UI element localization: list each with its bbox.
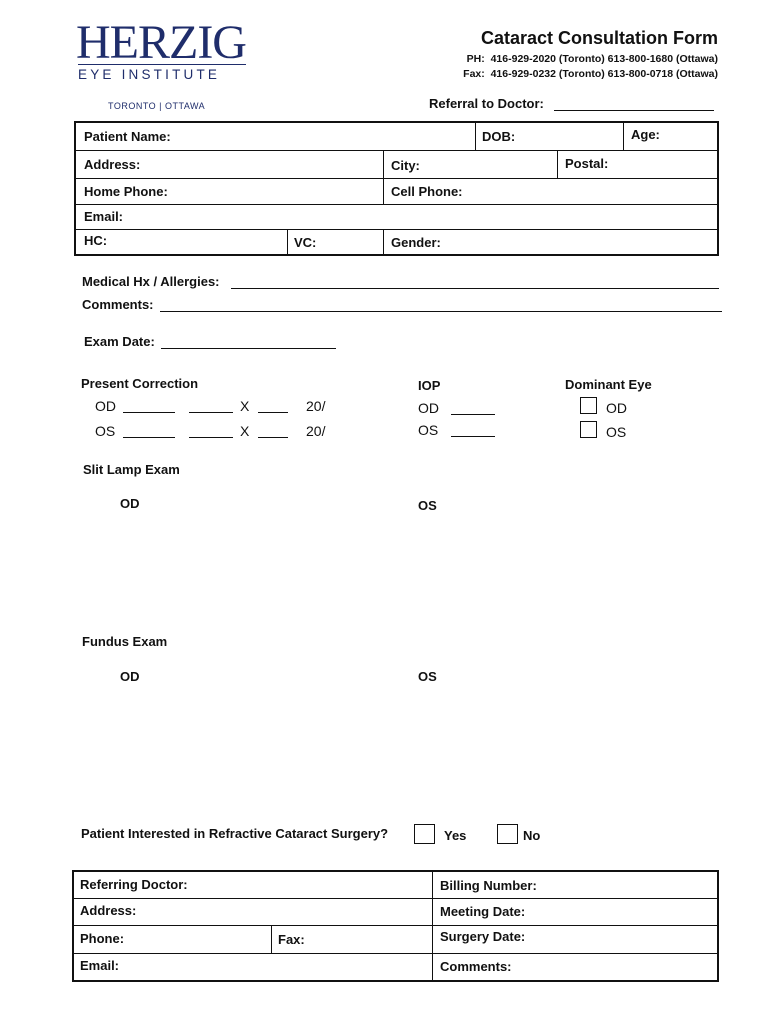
city-field[interactable]: City: — [391, 158, 420, 173]
referral-field[interactable] — [554, 110, 714, 111]
iop-os-field[interactable] — [451, 436, 495, 437]
refractive-yes-checkbox[interactable] — [414, 824, 435, 844]
logo-locations: TORONTO | OTTAWA — [108, 101, 206, 111]
col-divider — [383, 150, 384, 204]
slit-lamp-title: Slit Lamp Exam — [83, 462, 180, 477]
refractive-no-label: No — [523, 828, 541, 843]
logo-name: HERZIG — [76, 16, 246, 69]
postal-field[interactable]: Postal: — [565, 156, 609, 171]
present-correction-title: Present Correction — [81, 376, 199, 391]
patient-name-field[interactable]: Patient Name: — [84, 129, 171, 144]
col-divider — [475, 121, 476, 150]
medical-hx-field[interactable] — [231, 288, 719, 289]
row-divider — [72, 898, 719, 899]
exam-date-label: Exam Date: — [84, 334, 155, 349]
correction-os-axis[interactable] — [258, 437, 288, 438]
row-divider — [74, 178, 719, 179]
iop-od-label: OD — [418, 400, 439, 416]
correction-od-axis[interactable] — [258, 412, 288, 413]
refractive-question: Patient Interested in Refractive Cataract Surgery? — [81, 826, 389, 841]
ref-address-field[interactable]: Address: — [80, 903, 137, 918]
logo-rule — [78, 64, 246, 65]
comments-label: Comments: — [82, 297, 154, 312]
dob-field[interactable]: DOB: — [482, 129, 516, 144]
meeting-date-field[interactable]: Meeting Date: — [440, 904, 526, 919]
fundus-os-label: OS — [418, 669, 437, 684]
correction-od-twenty: 20/ — [306, 398, 326, 414]
row-divider — [74, 204, 719, 205]
ref-fax-field[interactable]: Fax: — [278, 932, 305, 947]
comments-field[interactable] — [160, 311, 722, 312]
row-divider — [74, 229, 719, 230]
phone-line: PH: 416-929-2020 (Toronto) 613-800-1680 (Ottawa) — [466, 53, 718, 65]
correction-os-x: X — [240, 423, 250, 439]
dominant-os-checkbox[interactable] — [580, 421, 597, 438]
gender-field[interactable]: Gender: — [391, 235, 441, 250]
refractive-yes-label: Yes — [444, 828, 467, 843]
correction-os-sphere[interactable] — [123, 437, 175, 438]
address-field[interactable]: Address: — [84, 157, 141, 172]
correction-od-cyl[interactable] — [189, 412, 233, 413]
referral-label: Referral to Doctor: — [429, 96, 544, 111]
col-divider — [383, 229, 384, 256]
iop-od-field[interactable] — [451, 414, 495, 415]
fundus-od-label: OD — [120, 669, 140, 684]
vc-field[interactable]: VC: — [294, 235, 317, 250]
logo-subtitle: EYE INSTITUTE — [78, 67, 221, 82]
ref-email-field[interactable]: Email: — [80, 958, 120, 973]
correction-od-label: OD — [95, 398, 116, 414]
dominant-os-label: OS — [606, 424, 627, 440]
row-divider — [72, 925, 719, 926]
referring-doctor-field[interactable]: Referring Doctor: — [80, 877, 188, 892]
col-divider — [557, 150, 558, 178]
slit-lamp-os-label: OS — [418, 498, 437, 513]
hc-field[interactable]: HC: — [84, 233, 108, 248]
fundus-title: Fundus Exam — [82, 634, 168, 649]
col-divider — [271, 925, 272, 953]
correction-od-x: X — [240, 398, 250, 414]
iop-title: IOP — [418, 378, 441, 393]
dominant-eye-title: Dominant Eye — [565, 377, 652, 392]
correction-os-twenty: 20/ — [306, 423, 326, 439]
correction-os-cyl[interactable] — [189, 437, 233, 438]
home-phone-field[interactable]: Home Phone: — [84, 184, 168, 199]
age-field[interactable]: Age: — [631, 127, 660, 142]
col-divider — [287, 229, 288, 256]
ref-comments-field[interactable]: Comments: — [440, 959, 512, 974]
email-field[interactable]: Email: — [84, 209, 124, 224]
correction-od-sphere[interactable] — [123, 412, 175, 413]
col-divider — [432, 870, 433, 982]
cell-phone-field[interactable]: Cell Phone: — [391, 184, 463, 199]
row-divider — [74, 150, 719, 151]
col-divider — [623, 121, 624, 150]
fax-line: Fax: 416-929-0232 (Toronto) 613-800-0718 (Ottawa) — [463, 68, 718, 80]
slit-lamp-od-label: OD — [120, 496, 140, 511]
refractive-no-checkbox[interactable] — [497, 824, 518, 844]
iop-os-label: OS — [418, 422, 439, 438]
billing-number-field[interactable]: Billing Number: — [440, 878, 537, 893]
exam-date-field[interactable] — [161, 348, 336, 349]
medical-hx-label: Medical Hx / Allergies: — [82, 274, 220, 289]
surgery-date-field[interactable]: Surgery Date: — [440, 929, 526, 944]
ref-phone-field[interactable]: Phone: — [80, 931, 125, 946]
dominant-od-label: OD — [606, 400, 627, 416]
form-title: Cataract Consultation Form — [480, 28, 718, 48]
dominant-od-checkbox[interactable] — [580, 397, 597, 414]
correction-os-label: OS — [95, 423, 116, 439]
row-divider — [72, 953, 719, 954]
